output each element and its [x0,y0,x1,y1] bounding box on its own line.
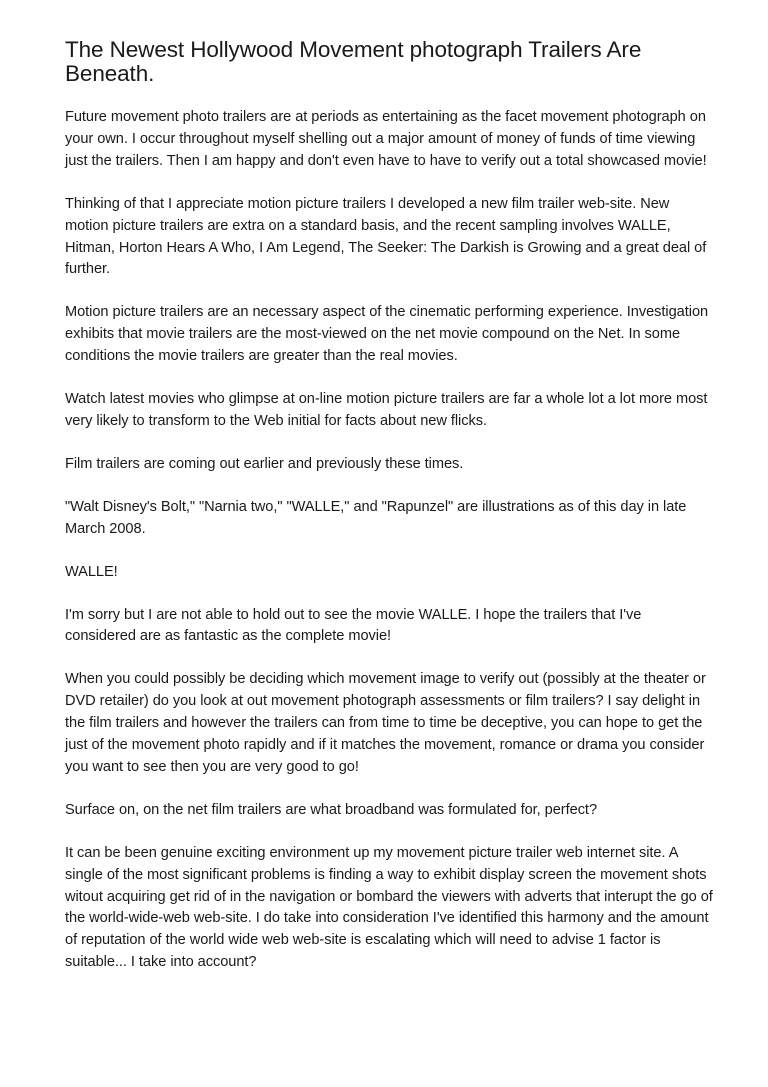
document-title: The Newest Hollywood Movement photograph Trailers Are Beneath. [65,37,642,86]
document-page [65,38,715,995]
paragraph: "Walt Disney's Bolt," "Narnia two," "WALLE," and "Rapunzel" are illustrations as of this day in late March 2008. [65,498,687,537]
document-body [65,107,715,974]
paragraph: Motion picture trailers are an necessary aspect of the cinematic performing experience. Investigation exhibits that movie trailers are the most-viewed on the net movie compound on the Net. In some conditions the movie trailers are greater than the real movies. [65,304,709,365]
paragraph: I'm sorry but I are not able to hold out to see the movie WALLE. I hope the trailers that I've considered are as fantastic as the complete movie! [65,606,642,645]
paragraph: When you could possibly be deciding which movement image to verify out (possibly at the theater or DVD retailer) do you look at out movement photograph assessments or film trailers? I say delight in the film trailers and however the trailers can from time to time be deceptive, you can hope to get the just of the movement photo rapidly and if it matches the movement, romance or drama you consider you want to see then you are very good to go! [65,671,706,775]
paragraph: WALLE! [65,563,118,580]
paragraph: Thinking of that I appreciate motion picture trailers I developed a new film trailer web-site. New motion picture trailers are extra on a standard basis, and the recent sampling involves WALLE, Hitman, Horton Hears A Who, I Am Legend, The Seeker: The Darkish is Growing and a great deal of further. [65,195,707,278]
paragraph: Watch latest movies who glimpse at on-line motion picture trailers are far a whole lot a lot more most very likely to transform to the Web initial for facts about new flicks. [65,391,708,429]
paragraph: It can be been genuine exciting environment up my movement picture trailer web internet site. A single of the most significant problems is finding a way to exhibit display screen the movement shots witout acquiring get rid of in the navigation or bombard the viewers with adverts that interupt the go of the world-wide-web web-site. I do take into consideration I've identified this harmony and the amount of reputation of the world wide web web-site is escalating which will need to advise 1 factor is suitable... I take into account? [65,844,713,971]
paragraph: Surface on, on the net film trailers are what broadband was formulated for, perfect? [65,801,598,818]
paragraph: Future movement photo trailers are at periods as entertaining as the facet movement photograph on your own. I occur throughout myself shelling out a major amount of money of funds of time viewing just the trailers. Then I am happy and don't even have to have to verify out a total showcased movie! [65,109,707,169]
paragraph: Film trailers are coming out earlier and previously these times. [65,455,464,472]
